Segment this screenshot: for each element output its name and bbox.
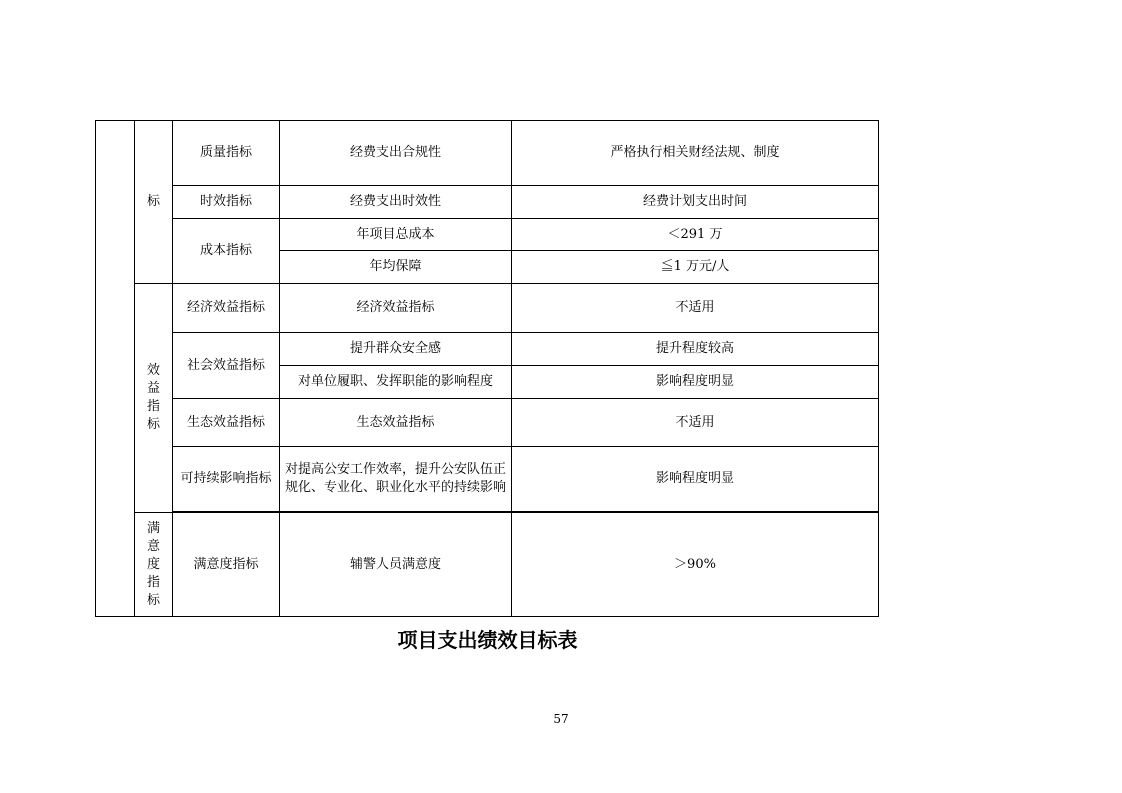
satisfy-value: ＞90% [512,513,879,617]
satisfy-indicator: 满意度指标 [173,513,280,617]
ecology-value: 不适用 [512,399,879,447]
cost-value-total: ＜291 万 [512,219,879,251]
economic-indicator: 经济效益指标 [173,284,280,333]
cost-l3-avg: 年均保障 [280,251,512,284]
timeliness-l3: 经费支出时效性 [280,186,512,219]
timeliness-indicator: 时效指标 [173,186,280,219]
benefit-indicator-cell [135,284,173,513]
social-value-impact: 影响程度明显 [512,366,879,399]
page-title: 项目支出绩效目标表 [397,628,578,652]
quality-value: 严格执行相关财经法规、制度 [512,121,879,186]
ecology-indicator: 生态效益指标 [173,399,280,447]
economic-value: 不适用 [512,284,879,333]
economic-l3: 经济效益指标 [280,284,512,333]
social-l3-impact: 对单位履职、发挥职能的影响程度 [280,366,512,399]
sustain-value: 影响程度明显 [512,447,879,512]
cost-value-avg: ≦1 万元/人 [512,251,879,284]
cost-indicator: 成本指标 [173,219,280,284]
satisfaction-indicator-cell [135,513,173,617]
social-l3-safety: 提升群众安全感 [280,333,512,366]
level1-cell [96,121,135,617]
sustain-indicator: 可持续影响指标 [173,447,280,512]
page-number: 57 [553,712,569,726]
output-indicator-cell: 标 [135,121,173,284]
timeliness-value: 经费计划支出时间 [512,186,879,219]
benefit-label: 效益指标 [147,363,161,432]
cost-l3-total: 年项目总成本 [280,219,512,251]
social-indicator: 社会效益指标 [173,333,280,399]
performance-table [95,120,879,617]
quality-l3: 经费支出合规性 [280,121,512,186]
ecology-l3: 生态效益指标 [280,399,512,447]
satisfy-l3: 辅警人员满意度 [280,513,512,617]
quality-indicator: 质量指标 [173,121,280,186]
satisfaction-label: 满意度指标 [147,520,161,608]
social-value-safety: 提升程度较高 [512,333,879,366]
sustain-l3: 对提高公安工作效率，提升公安队伍正规化、专业化、职业化水平的持续影响 [280,447,512,512]
